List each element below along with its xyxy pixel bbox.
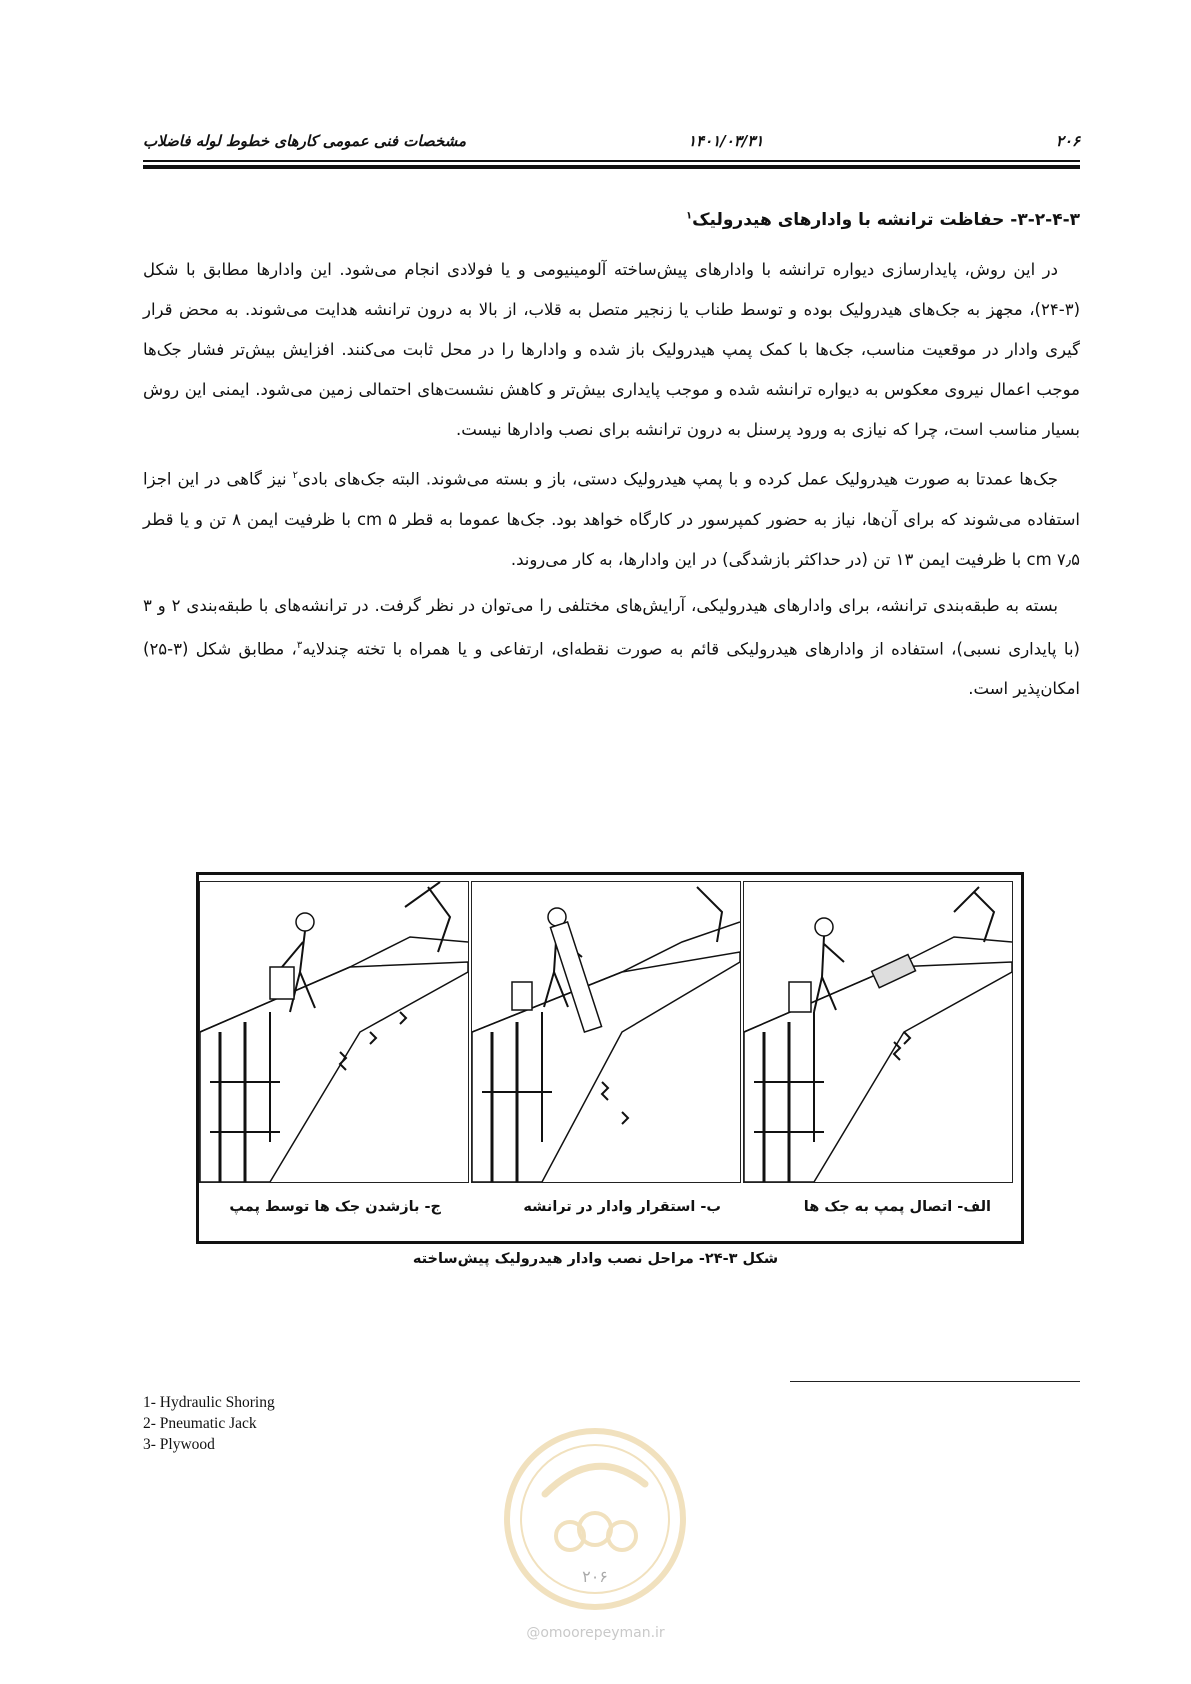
figure-caption: شکل ۳-۲۴- مراحل نصب وادار هیدرولیک پیش‌ساخته [412,1251,779,1267]
jacks-opening-illustration [200,882,468,1182]
header-date: ۱۴۰۱/۰۳/۳۱ [688,132,764,150]
watermark-page-number: ۲۰۶ [582,1567,608,1586]
footnotes [143,1392,275,1455]
figure-label-a: الف- اتصال پمپ به جک ها [803,1199,991,1215]
figure-label-c: ج- بازشدن جک ها توسط پمپ [229,1199,441,1215]
section-heading: ۳-۲-۴-۳- حفاظت ترانشه با وادارهای هیدرولیک$^۱$ [686,210,1080,230]
footnote-ref-3: ۳ [296,639,303,651]
figure-3-24 [196,872,1024,1244]
figure-panel-c [199,881,469,1183]
footnote-separator [790,1381,1080,1382]
watermark-site: @omoorepeyman.ir [526,1625,665,1641]
watermark-seal-icon [500,1424,690,1614]
header-rule-thick [143,165,1080,169]
paragraph-1: در این روش، پایدارسازی دیواره ترانشه با وادارهای پیش‌ساخته آلومینیومی و یا فولادی انجام می‌شود. این وادارها مطابق با شکل (۳-۲۴)، مجهز به جک‌های هیدرولیک بوده و توسط طناب یا زنجیر متصل به قلاب، از بالا به درون ترانشه هدایت می‌شوند. به محض قرار گیری وادار در موقعیت مناسب، جک‌ها با کمک پمپ هیدرولیک باز شده و وادارها را در محل ثابت می‌کنند. افزایش بیش‌تر فشار جک‌ها موجب اعمال نیروی معکوس به دیواره ترانشه شده و موجب پایداری بیش‌تر و کاهش نشست‌های احتمالی زمین می‌شود. ایمنی این روش بسیار مناسب است، چرا که نیازی به ورود پرسنل به درون ترانشه برای نصب وادارها نیست. [143,260,1080,439]
footnote-3: 3- Plywood [143,1436,215,1453]
figure-label-b: ب- استقرار وادار در ترانشه [523,1199,721,1215]
paragraph-2: جک‌ها عمدتا به صورت هیدرولیک عمل کرده و با پمپ هیدرولیک دستی، باز و بسته می‌شوند. البته جک‌های بادی$^۲$ نیز گاهی در این اجزا استفاده می‌شوند که برای آن‌ها، نیاز به حضور کمپرسور در کارگاه خواهد بود. جک‌ها عموما به قطر ۵ cm با ظرفیت ایمن ۸ تن و یا قطر ۷٫۵ cm با ظرفیت ایمن ۱۳ تن (در حداکثر بازشدگی) در این وادارها، به کار می‌روند. [143,469,1080,569]
footnote-ref-2: ۲ [292,470,298,481]
footnote-ref-1: ۱ [686,210,693,222]
header-page-number: ۲۰۶ [1055,132,1080,150]
trench-pump-illustration [744,882,1012,1182]
section-body [143,210,1080,715]
footnote-1: 1- Hydraulic Shoring [143,1394,275,1411]
figure-panel-a [743,881,1013,1183]
header-title: مشخصات فنی عمومی کارهای خطوط لوله فاضلاب [143,132,467,150]
shore-placement-illustration [472,882,740,1182]
footnote-2: 2- Pneumatic Jack [143,1415,257,1432]
figure-panel-b [471,881,741,1183]
running-header [143,128,1080,154]
header-rule-thin [143,160,1080,162]
paragraph-3: بسته به طبقه‌بندی ترانشه، برای وادارهای هیدرولیکی، آرایش‌های مختلفی را می‌توان در نظر گرفت. در ترانشه‌های با طبقه‌بندی ۲ و ۳ (با پایداری نسبی)، استفاده از وادارهای هیدرولیکی قائم به صورت نقطه‌ای، ارتفاعی و یا همراه با تخته چندلایه$^۳$، مطابق شکل (۳-۲۵) امکان‌پذیر است. [143,595,1080,698]
